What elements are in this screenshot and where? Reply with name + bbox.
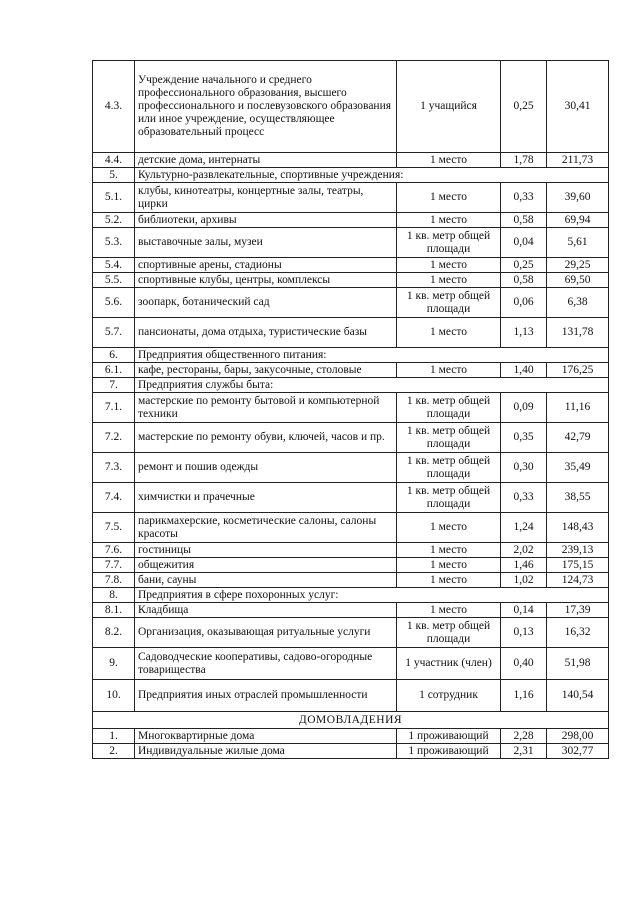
norm-value: 11,16 [547,393,609,423]
unit-of-measure: 1 кв. метр общей площади [397,618,501,648]
norm-value: 17,39 [547,603,609,618]
table-row [93,423,609,453]
table-row [93,288,609,318]
row-number: 5.6. [93,288,135,318]
unit-of-measure: 1 место [397,153,501,168]
row-number: 7. [93,378,135,393]
norm-value: 302,77 [547,744,609,759]
table-row [93,744,609,759]
norm-coefficient: 2,02 [501,543,547,558]
unit-of-measure: 1 место [397,273,501,288]
norm-value: 42,79 [547,423,609,453]
section-row [93,378,609,393]
facility-name: Учреждение начального и среднего профессионального образования, высшего профессионального и послевузовского образования или иное учреждение, осуществляющее образовательный процесс [135,61,397,153]
row-number: 8.1. [93,603,135,618]
norm-coefficient: 0,30 [501,453,547,483]
facility-name: бани, сауны [135,573,397,588]
row-number: 7.2. [93,423,135,453]
section-title: Предприятия в сфере похоронных услуг: [135,588,609,603]
section-title: Культурно-развлекательные, спортивные учреждения: [135,168,609,183]
table-row [93,61,609,153]
table-row [93,453,609,483]
facility-name: зоопарк, ботанический сад [135,288,397,318]
table-row [93,228,609,258]
norm-coefficient: 2,28 [501,729,547,744]
norm-value: 239,13 [547,543,609,558]
norm-coefficient: 0,40 [501,648,547,680]
facility-name: мастерские по ремонту бытовой и компьютерной техники [135,393,397,423]
norm-value: 29,25 [547,258,609,273]
norm-value: 175,15 [547,558,609,573]
norm-coefficient: 0,06 [501,288,547,318]
households-heading-row [93,712,609,729]
unit-of-measure: 1 место [397,543,501,558]
unit-of-measure: 1 кв. метр общей площади [397,288,501,318]
row-number: 7.3. [93,453,135,483]
facility-name: пансионаты, дома отдыха, туристические базы [135,318,397,348]
unit-of-measure: 1 место [397,318,501,348]
norm-coefficient: 1,40 [501,363,547,378]
section-row [93,348,609,363]
table-row [93,543,609,558]
row-number: 2. [93,744,135,759]
facility-name: Индивидуальные жилые дома [135,744,397,759]
table-row [93,213,609,228]
facility-name: детские дома, интернаты [135,153,397,168]
table-row [93,558,609,573]
row-number: 7.8. [93,573,135,588]
unit-of-measure: 1 место [397,363,501,378]
row-number: 5.5. [93,273,135,288]
unit-of-measure: 1 место [397,258,501,273]
facility-name: кафе, рестораны, бары, закусочные, столовые [135,363,397,378]
row-number: 5.2. [93,213,135,228]
norm-coefficient: 1,13 [501,318,547,348]
unit-of-measure: 1 сотрудник [397,680,501,712]
row-number: 5.1. [93,183,135,213]
norms-table [92,60,609,759]
norm-value: 51,98 [547,648,609,680]
norm-coefficient: 1,78 [501,153,547,168]
row-number: 6.1. [93,363,135,378]
norm-coefficient: 0,33 [501,483,547,513]
norms-table-body [93,61,609,759]
unit-of-measure: 1 проживающий [397,729,501,744]
norm-value: 39,60 [547,183,609,213]
unit-of-measure: 1 место [397,573,501,588]
table-row [93,680,609,712]
row-number: 5.4. [93,258,135,273]
row-number: 1. [93,729,135,744]
row-number: 7.1. [93,393,135,423]
norm-value: 148,43 [547,513,609,543]
unit-of-measure: 1 кв. метр общей площади [397,483,501,513]
norm-coefficient: 0,58 [501,213,547,228]
facility-name: библиотеки, архивы [135,213,397,228]
unit-of-measure: 1 место [397,183,501,213]
row-number: 6. [93,348,135,363]
table-row [93,573,609,588]
unit-of-measure: 1 проживающий [397,744,501,759]
section-row [93,168,609,183]
unit-of-measure: 1 место [397,513,501,543]
facility-name: ремонт и пошив одежды [135,453,397,483]
table-row [93,729,609,744]
unit-of-measure: 1 место [397,603,501,618]
norm-coefficient: 0,35 [501,423,547,453]
row-number: 9. [93,648,135,680]
row-number: 8. [93,588,135,603]
unit-of-measure: 1 кв. метр общей площади [397,423,501,453]
unit-of-measure: 1 место [397,558,501,573]
facility-name: Садоводческие кооперативы, садово-огородные товарищества [135,648,397,680]
facility-name: спортивные арены, стадионы [135,258,397,273]
table-row [93,618,609,648]
facility-name: гостиницы [135,543,397,558]
norm-value: 5,61 [547,228,609,258]
norm-value: 30,41 [547,61,609,153]
unit-of-measure: 1 кв. метр общей площади [397,393,501,423]
norm-value: 124,73 [547,573,609,588]
row-number: 5. [93,168,135,183]
table-row [93,363,609,378]
table-row [93,393,609,423]
row-number: 4.4. [93,153,135,168]
table-row [93,258,609,273]
norm-value: 38,55 [547,483,609,513]
norm-value: 6,38 [547,288,609,318]
section-title: Предприятия службы быта: [135,378,609,393]
norm-value: 16,32 [547,618,609,648]
row-number: 8.2. [93,618,135,648]
norm-coefficient: 0,25 [501,258,547,273]
row-number: 7.7. [93,558,135,573]
table-row [93,483,609,513]
norm-coefficient: 1,46 [501,558,547,573]
norm-coefficient: 0,14 [501,603,547,618]
facility-name: выставочные залы, музеи [135,228,397,258]
facility-name: Организация, оказывающая ритуальные услуги [135,618,397,648]
facility-name: Кладбища [135,603,397,618]
facility-name: химчистки и прачечные [135,483,397,513]
table-row [93,513,609,543]
norm-value: 69,50 [547,273,609,288]
norm-coefficient: 0,58 [501,273,547,288]
row-number: 4.3. [93,61,135,153]
facility-name: Предприятия иных отраслей промышленности [135,680,397,712]
unit-of-measure: 1 кв. метр общей площади [397,453,501,483]
facility-name: спортивные клубы, центры, комплексы [135,273,397,288]
row-number: 7.5. [93,513,135,543]
norm-value: 69,94 [547,213,609,228]
section-title: Предприятия общественного питания: [135,348,609,363]
norm-coefficient: 1,24 [501,513,547,543]
norm-value: 35,49 [547,453,609,483]
row-number: 5.7. [93,318,135,348]
row-number: 7.6. [93,543,135,558]
norm-value: 176,25 [547,363,609,378]
norm-value: 131,78 [547,318,609,348]
table-row [93,648,609,680]
table-row [93,153,609,168]
table-row [93,318,609,348]
facility-name: мастерские по ремонту обуви, ключей, часов и пр. [135,423,397,453]
table-row [93,183,609,213]
facility-name: парикмахерские, косметические салоны, салоны красоты [135,513,397,543]
unit-of-measure: 1 место [397,213,501,228]
table-row [93,603,609,618]
row-number: 7.4. [93,483,135,513]
unit-of-measure: 1 участник (член) [397,648,501,680]
section-row [93,588,609,603]
facility-name: клубы, кинотеатры, концертные залы, театры, цирки [135,183,397,213]
unit-of-measure: 1 учащийся [397,61,501,153]
table-row [93,273,609,288]
norm-value: 298,00 [547,729,609,744]
norm-coefficient: 0,04 [501,228,547,258]
row-number: 10. [93,680,135,712]
unit-of-measure: 1 кв. метр общей площади [397,228,501,258]
norm-coefficient: 0,09 [501,393,547,423]
facility-name: Многоквартирные дома [135,729,397,744]
norm-coefficient: 1,16 [501,680,547,712]
norm-value: 211,73 [547,153,609,168]
row-number: 5.3. [93,228,135,258]
norm-coefficient: 0,13 [501,618,547,648]
norm-coefficient: 1,02 [501,573,547,588]
norm-coefficient: 0,33 [501,183,547,213]
households-heading: ДОМОВЛАДЕНИЯ [93,712,609,729]
facility-name: общежития [135,558,397,573]
norm-value: 140,54 [547,680,609,712]
norm-coefficient: 0,25 [501,61,547,153]
norm-coefficient: 2,31 [501,744,547,759]
